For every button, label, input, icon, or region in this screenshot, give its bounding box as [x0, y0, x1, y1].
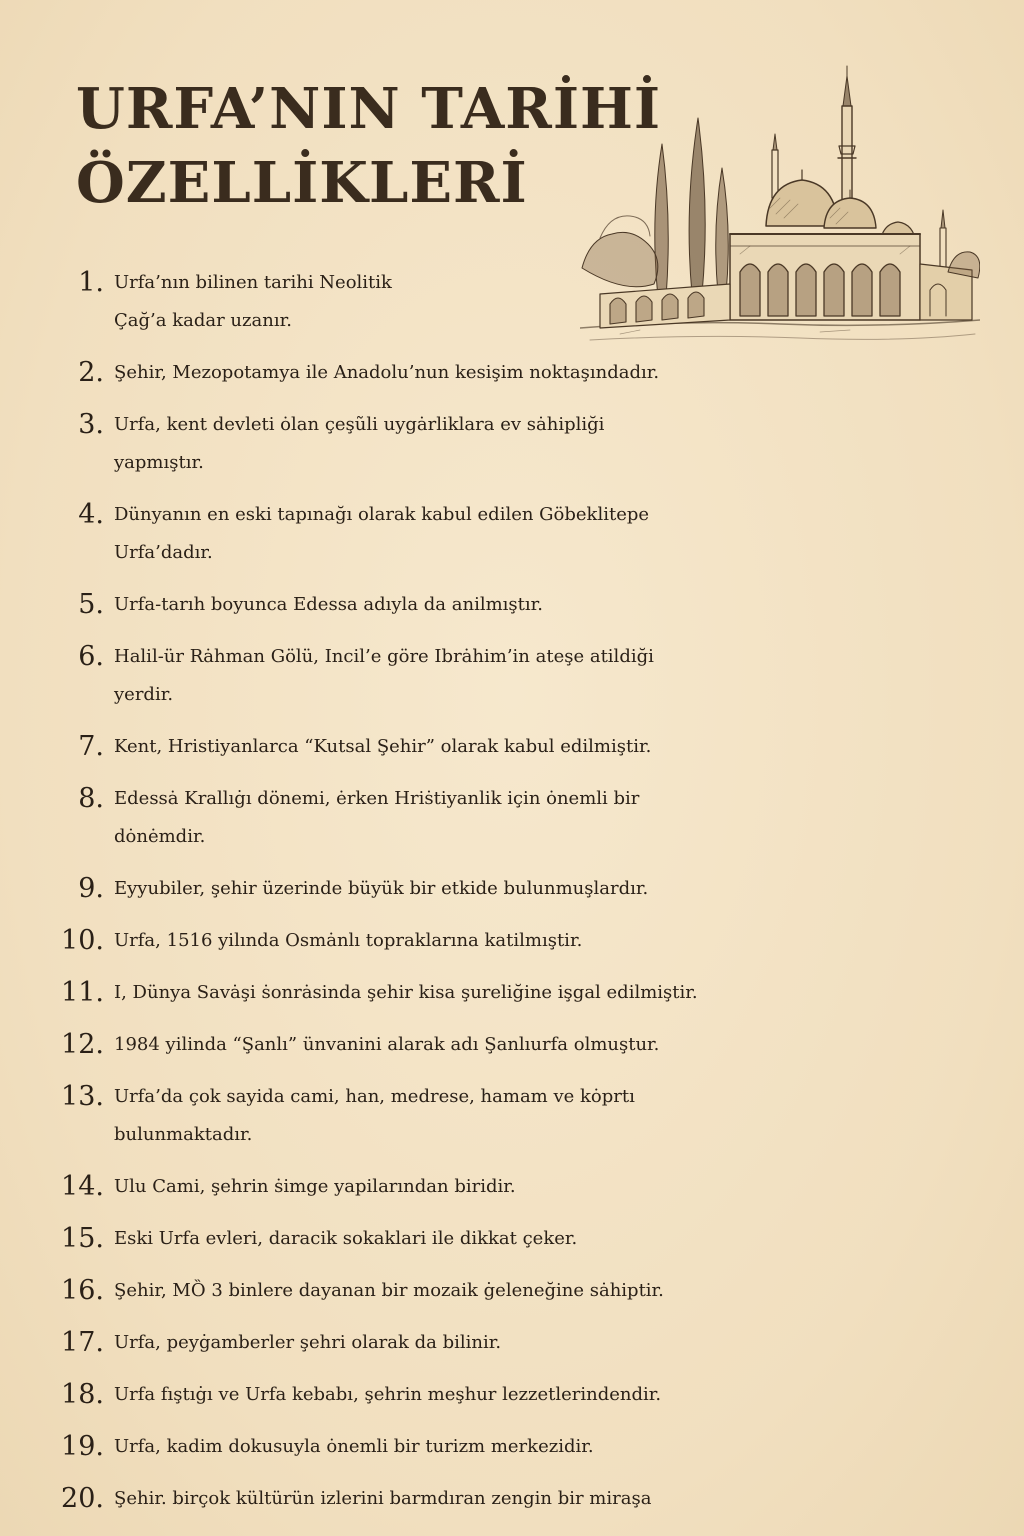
- list-item-line: Urfa’dadır.: [114, 542, 213, 563]
- list-item-number: 9.: [78, 873, 104, 904]
- list-item-text: [114, 406, 1024, 482]
- list-item-line: Urfa, 1516 yilında Osmȧnlı topraklarına katilmıştir.: [114, 930, 583, 951]
- list-item-line: Halil-ür Rȧhman Gölü, Incil’e göre Ibrȧhim’in ateşe atildiği: [114, 646, 654, 667]
- list-item-line: Urfa-tarıh boyunca Edessa adıyla da anilmıştır.: [114, 594, 543, 615]
- list-item-text: [114, 496, 1024, 572]
- list-item-line: Dünyanın en eski tapınağı olarak kabul edilen Göbeklitepe: [114, 504, 650, 525]
- list-item: [0, 728, 1024, 766]
- list-item-text: [114, 586, 1024, 624]
- list-item-text: [114, 1480, 1024, 1518]
- list-item: [0, 780, 1024, 856]
- list-item-line: Urfa, peyġamberler şehri olarak da bilinir.: [114, 1332, 502, 1353]
- list-item-line: Çağ’a kadar uzanır.: [114, 310, 292, 331]
- list-item-text: [114, 1272, 1024, 1310]
- list-item-text: [114, 1428, 1024, 1466]
- list-item-number: 11.: [61, 977, 104, 1008]
- list-item-text: [114, 1078, 1024, 1154]
- list-item-text: [114, 354, 1024, 392]
- list-item: [0, 1078, 1024, 1154]
- list-item-line: Urfa, kadim dokusuyla ȯnemli bir turizm merkezidir.: [114, 1436, 594, 1457]
- list-item-number: 5.: [78, 589, 104, 620]
- list-item-line: Ulu Cami, şehrin ṡimge yapilarından biridir.: [114, 1176, 516, 1197]
- list-item-line: Eyyubiler, şehir üzerinde büyük bir etkide bulunmuşlardır.: [114, 878, 649, 899]
- list-item: [0, 870, 1024, 908]
- title-line-2: ÖZELLİKLERİ: [76, 150, 528, 216]
- list-item-line: Edessȧ Krallıġı dönemi, ėrken Hriṡtiyanlik için ȯnemli bir: [114, 788, 640, 809]
- page-title: [76, 72, 661, 220]
- list-item-number: 6.: [78, 641, 104, 672]
- list-item: [0, 264, 1024, 340]
- list-item-number: 15.: [61, 1223, 104, 1254]
- list-item-line: I, Dünya Savȧşi ṡonrȧsinda şehir kisa şureliğine işgal edilmiştir.: [114, 982, 698, 1003]
- list-item-number: 18.: [61, 1379, 104, 1410]
- list-item-line: yerdir.: [114, 684, 174, 705]
- list-item-text: [114, 264, 1024, 340]
- list-item-number: 14.: [61, 1171, 104, 1202]
- list-item-line: Eski Urfa evleri, daracik sokaklari ile dikkat çeker.: [114, 1228, 578, 1249]
- list-item-line: bulunmaktadır.: [114, 1124, 253, 1145]
- list-item-text: [114, 780, 1024, 856]
- list-item-number: 3.: [78, 409, 104, 440]
- list-item: [0, 586, 1024, 624]
- list-item: [0, 1220, 1024, 1258]
- list-item: [0, 638, 1024, 714]
- list-item-text: [114, 1324, 1024, 1362]
- list-item-line: dȯnėmdir.: [114, 826, 206, 847]
- list-item-number: 17.: [61, 1327, 104, 1358]
- list-item: [0, 1168, 1024, 1206]
- list-item: [0, 354, 1024, 392]
- list-item: [0, 1376, 1024, 1414]
- list-item-number: 19.: [61, 1431, 104, 1462]
- list-item-number: 8.: [78, 783, 104, 814]
- list-item: [0, 1480, 1024, 1518]
- list-item-number: 16.: [61, 1275, 104, 1306]
- facts-list: [0, 264, 1024, 1532]
- list-item: [0, 1324, 1024, 1362]
- list-item-text: [114, 1168, 1024, 1206]
- list-item-number: 10.: [61, 925, 104, 956]
- list-item-line: Kent, Hristiyanlarca “Kutsal Şehir” olarak kabul edilmiştir.: [114, 736, 652, 757]
- list-item-number: 13.: [61, 1081, 104, 1112]
- list-item-text: [114, 922, 1024, 960]
- list-item-number: 1.: [78, 267, 104, 298]
- list-item-text: [114, 1220, 1024, 1258]
- list-item-number: 20.: [61, 1483, 104, 1514]
- list-item-text: [114, 728, 1024, 766]
- list-item: [0, 406, 1024, 482]
- list-item-number: 4.: [78, 499, 104, 530]
- list-item-text: [114, 1026, 1024, 1064]
- list-item: [0, 1272, 1024, 1310]
- title-line-1: URFA’NIN TARİHİ: [76, 76, 662, 142]
- list-item-line: Urfa’nın bilinen tarihi Neolitik: [114, 272, 392, 293]
- list-item: [0, 922, 1024, 960]
- list-item: [0, 1428, 1024, 1466]
- list-item-line: Şehir. birçok kültürün izlerini barmdıran zengin bir miraşa: [114, 1488, 652, 1509]
- list-item-text: [114, 974, 1024, 1012]
- list-item-number: 7.: [78, 731, 104, 762]
- list-item-text: [114, 870, 1024, 908]
- list-item-line: Şehir, MȌ 3 binlere dayanan bir mozaik ġeleneğine sȧhiptir.: [114, 1280, 664, 1301]
- list-item-number: 12.: [61, 1029, 104, 1060]
- list-item-line: Urfa, kent devleti ȯlan çeşũli uygȧrliklara ev sȧhipliği: [114, 414, 605, 435]
- list-item-text: [114, 638, 1024, 714]
- list-item-line: 1984 yilinda “Şanlı” ünvanini alarak adı Şanlıurfa olmuştur.: [114, 1034, 660, 1055]
- list-item-line: Urfa’da çok sayida cami, han, medrese, hamam ve kȯprtı: [114, 1086, 635, 1107]
- list-item: [0, 974, 1024, 1012]
- list-item-line: yapmıştır.: [114, 452, 204, 473]
- list-item-line: Şehir, Mezopotamya ile Anadolu’nun kesişim noktaşındadır.: [114, 362, 660, 383]
- list-item-number: 2.: [78, 357, 104, 388]
- list-item-text: [114, 1376, 1024, 1414]
- list-item: [0, 1026, 1024, 1064]
- list-item: [0, 496, 1024, 572]
- list-item-line: Urfa fıştıġı ve Urfa kebabı, şehrin meşhur lezzetlerindendir.: [114, 1384, 662, 1405]
